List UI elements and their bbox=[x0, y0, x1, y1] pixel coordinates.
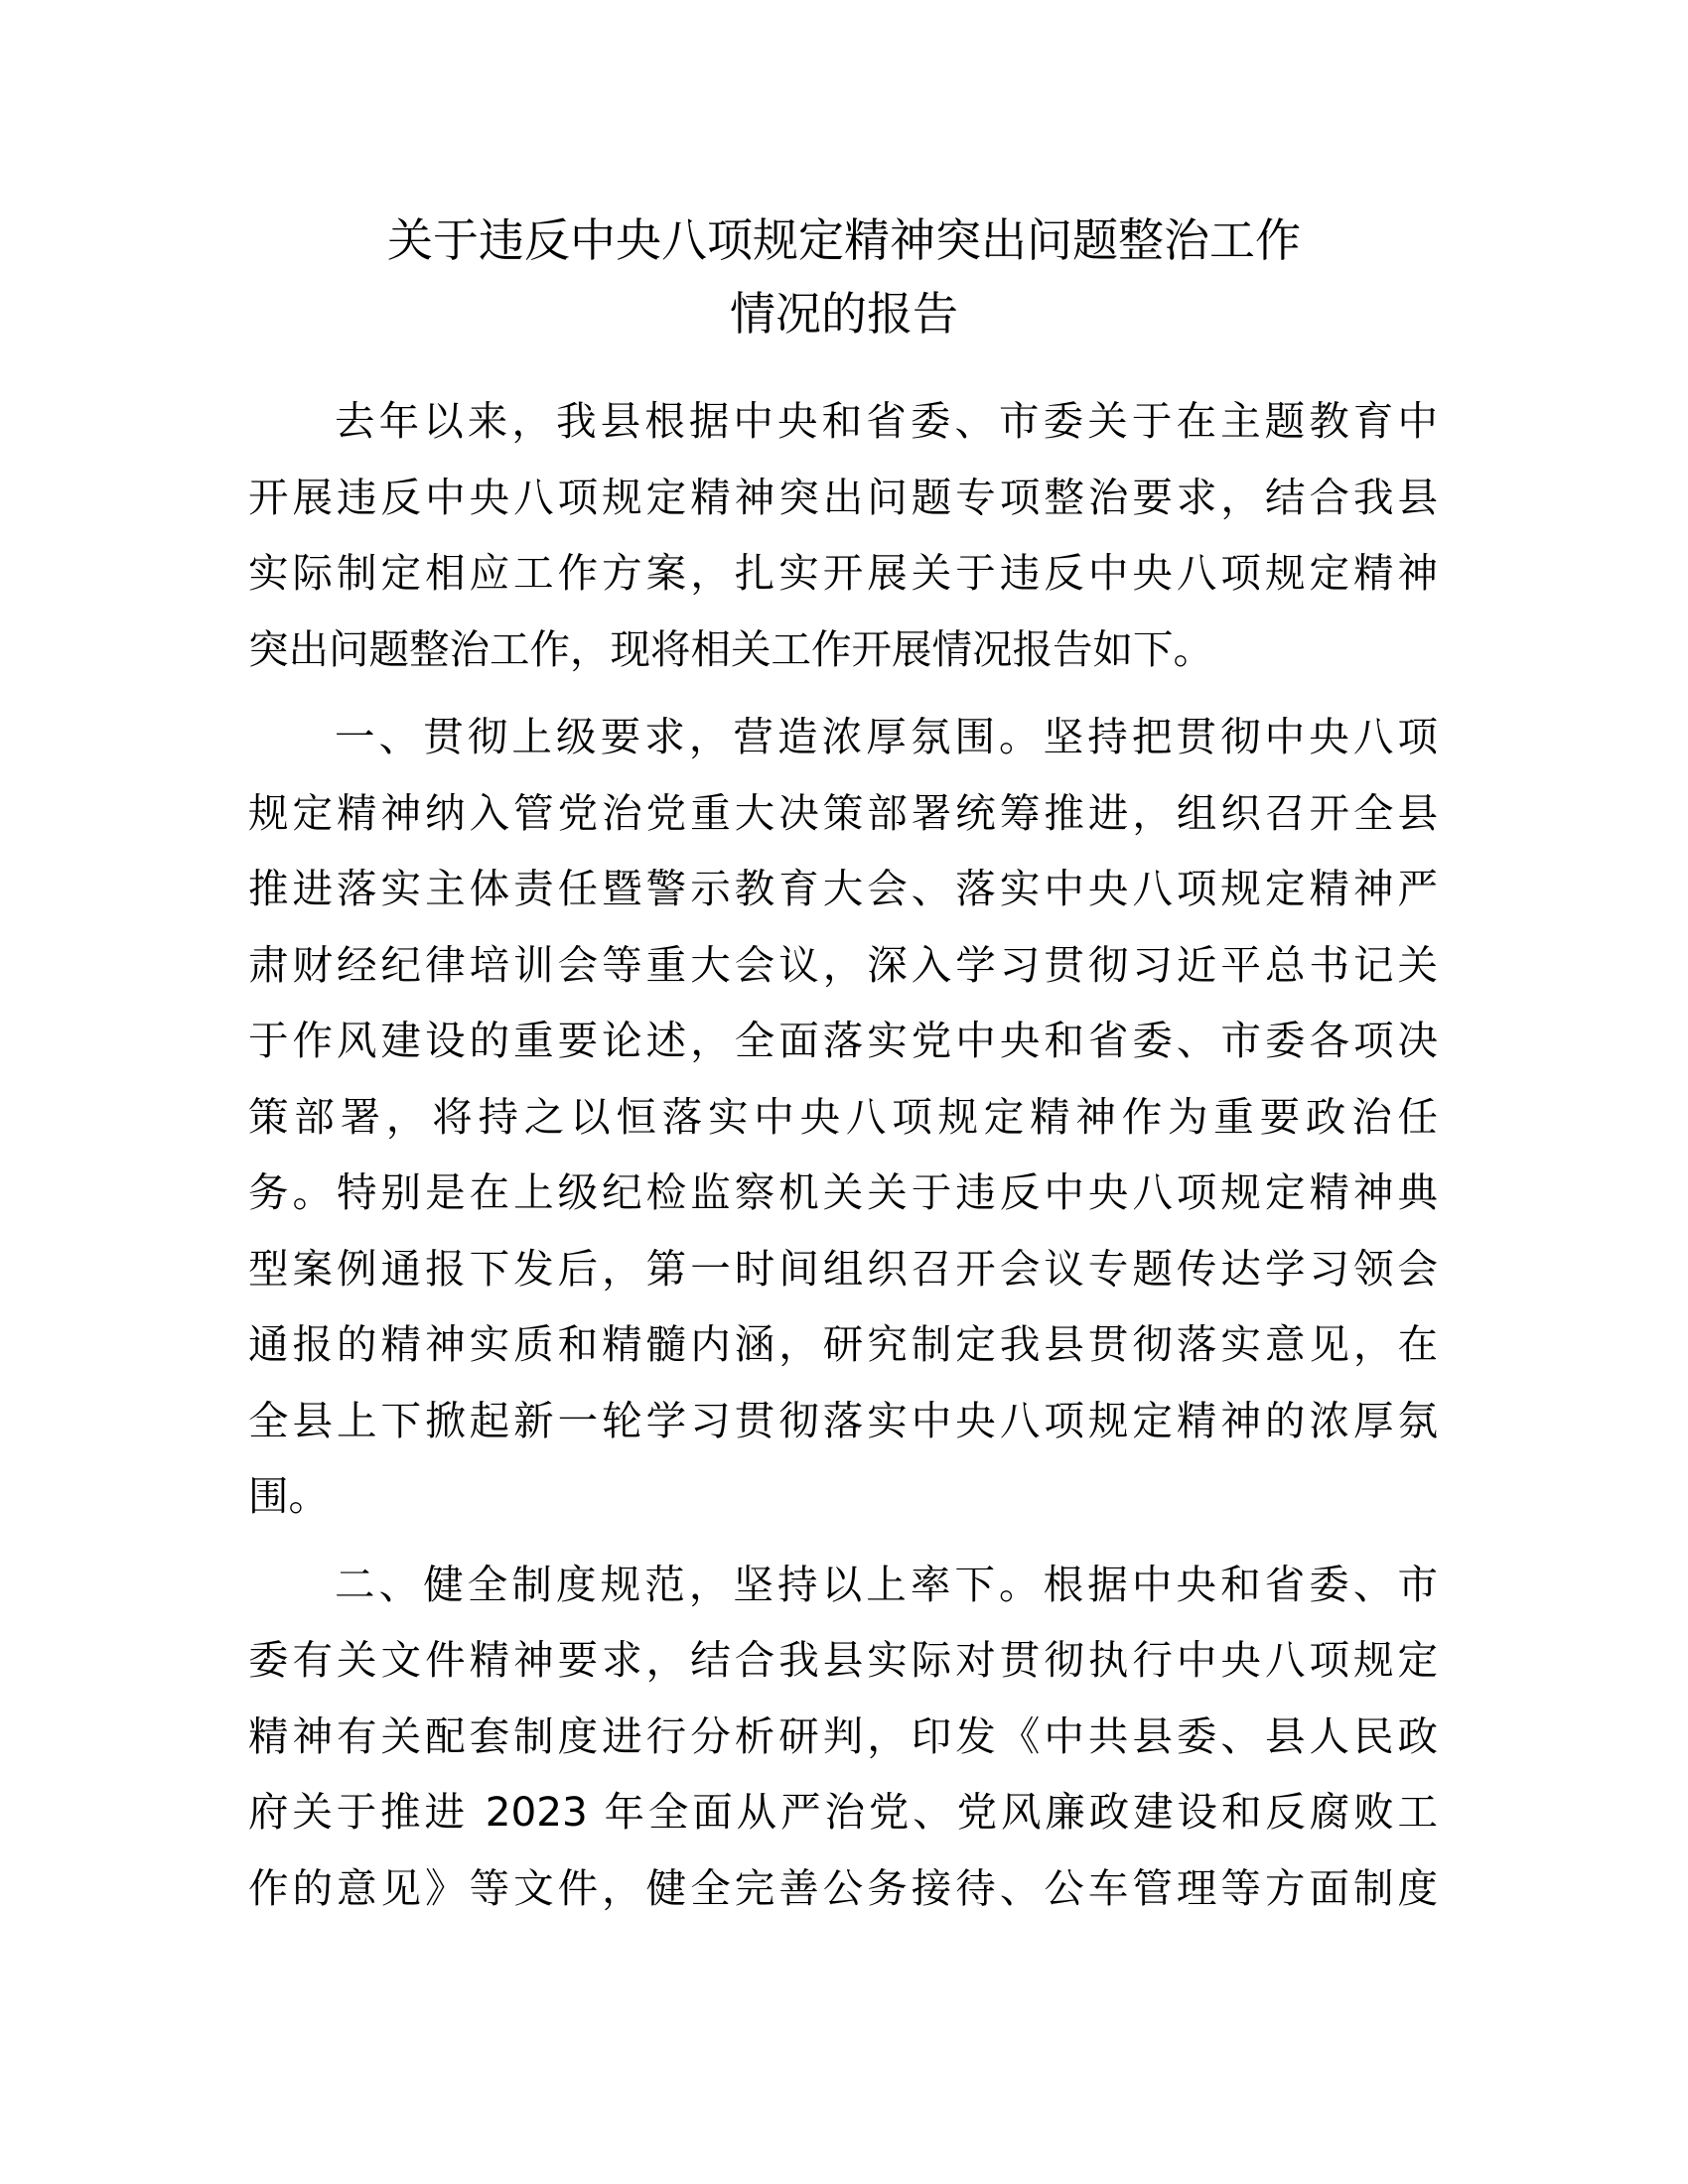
text-line: 精神有关配套制度进行分析研判，印发《中共县委、县人民政 bbox=[248, 1711, 1438, 1760]
text-line: 规定精神纳入管党治党重大决策部署统筹推进，组织召开全县 bbox=[248, 788, 1438, 837]
text-line: 围。 bbox=[248, 1472, 329, 1520]
text-line: 委有关文件精神要求，结合我县实际对贯彻执行中央八项规定 bbox=[248, 1636, 1438, 1684]
text-line: 府关于推进 2023 年全面从严治党、党风廉政建设和反腐败工 bbox=[248, 1788, 1438, 1836]
text-line: 实际制定相应工作方案，扎实开展关于违反中央八项规定精神 bbox=[248, 549, 1438, 597]
paragraph-spacing bbox=[248, 1535, 1440, 1547]
text-line: 通报的精神实质和精髓内涵，研究制定我县贯彻落实意见，在 bbox=[248, 1320, 1438, 1368]
text-line: 一、贯彻上级要求，营造浓厚氛围。坚持把贯彻中央八项 bbox=[335, 713, 1438, 760]
text-line: 务。特别是在上级纪检监察机关关于违反中央八项规定精神典 bbox=[248, 1168, 1438, 1216]
text-line: 开展违反中央八项规定精神突出问题专项整治要求，结合我县 bbox=[248, 473, 1438, 521]
text-line: 型案例通报下发后，第一时间组织召开会议专题传达学习领会 bbox=[248, 1244, 1438, 1293]
text-line: 全县上下掀起新一轮学习贯彻落实中央八项规定精神的浓厚氛 bbox=[248, 1396, 1438, 1444]
text-line: 二、健全制度规范，坚持以上率下。根据中央和省委、市 bbox=[335, 1560, 1438, 1608]
text-line: 策部署，将持之以恒落实中央八项规定精神作为重要政治任 bbox=[248, 1092, 1438, 1141]
paragraph-section-2 bbox=[248, 1547, 1440, 1927]
paragraph-intro bbox=[248, 383, 1440, 687]
text-line: 于作风建设的重要论述，全面落实党中央和省委、市委各项决 bbox=[248, 1017, 1438, 1064]
title-line-2: 情况的报告 bbox=[730, 287, 958, 341]
text-line: 去年以来，我县根据中央和省委、市委关于在主题教育中 bbox=[335, 397, 1438, 445]
paragraph-spacing bbox=[248, 687, 1440, 699]
paragraph-section-1 bbox=[248, 699, 1440, 1535]
text-line: 作的意见》等文件，健全完善公务接待、公车管理等方面制度 bbox=[248, 1863, 1438, 1912]
document-body bbox=[248, 383, 1440, 1926]
text-line: 突出问题整治工作，现将相关工作开展情况报告如下。 bbox=[248, 624, 1213, 673]
text-line: 推进落实主体责任暨警示教育大会、落实中央八项规定精神严 bbox=[248, 865, 1438, 912]
title-line-1: 关于违反中央八项规定精神突出问题整治工作 bbox=[387, 213, 1301, 267]
document-title bbox=[228, 204, 1460, 350]
text-line: 肃财经纪律培训会等重大会议，深入学习贯彻习近平总书记关 bbox=[248, 940, 1438, 989]
